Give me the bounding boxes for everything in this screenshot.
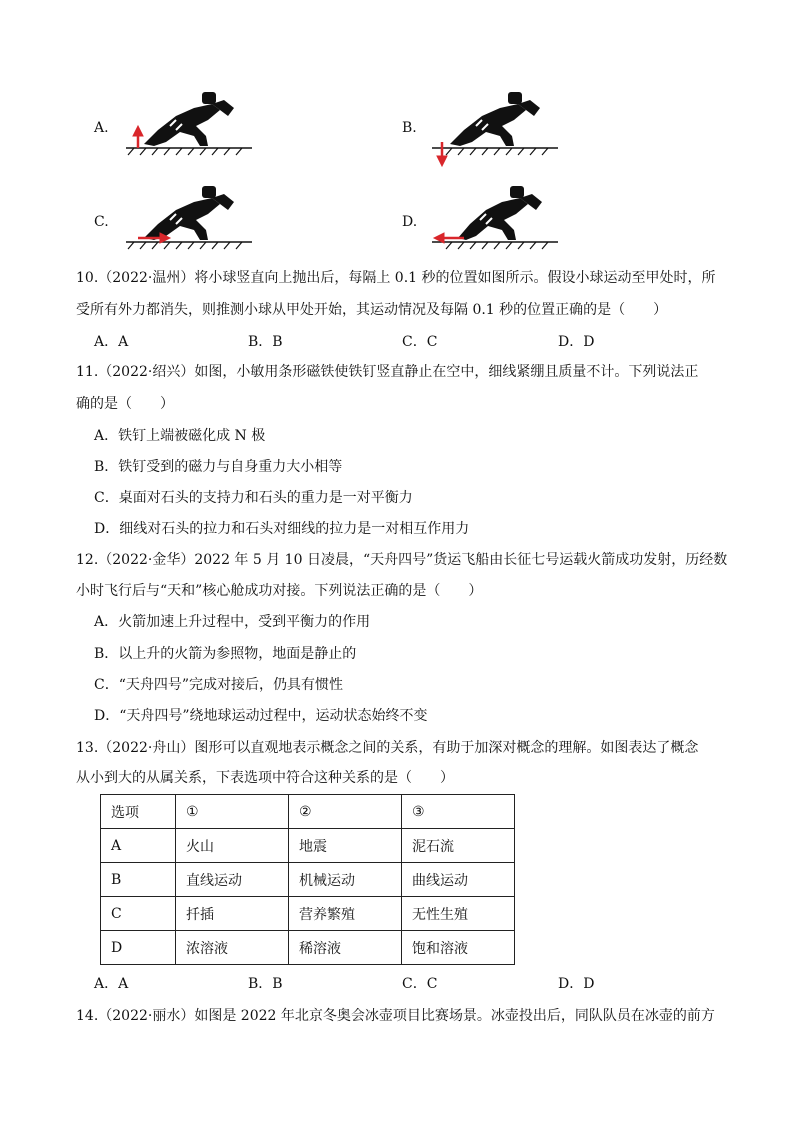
- sprinter-start-icon: [432, 186, 558, 249]
- q12-stem-line2: 小时飞行后与“天和”核心舱成功对接。下列说法正确的是（ ）: [76, 583, 483, 599]
- table-cell: 饱和溶液: [402, 931, 515, 965]
- sprinter-figure-d: [430, 180, 560, 250]
- table-cell: 稀溶液: [289, 931, 402, 965]
- table-cell: 浓溶液: [176, 931, 289, 965]
- sprinter-figure-c: [124, 180, 254, 250]
- table-cell: 地震: [289, 829, 402, 863]
- table-row: [101, 931, 515, 965]
- q12-option-b[interactable]: B．以上升的火箭为参照物，地面是静止的: [94, 646, 357, 662]
- q11-stem-line1: 11.（2022·绍兴）如图，小敏用条形磁铁使铁钉竖直静止在空中，细线紧绷且质量不计。下列说法正: [76, 364, 699, 380]
- table-row: [101, 829, 515, 863]
- q13-options-table: [100, 794, 515, 965]
- q12-stem-line1: 12.（2022·金华）2022 年 5 月 10 日凌晨，“天舟四号”货运飞船由长征七号运载火箭成功发射，历经数: [76, 552, 728, 568]
- force-arrow-down: [437, 142, 447, 166]
- q14-stem-line1: 14.（2022·丽水）如图是 2022 年北京冬奥会冰壶项目比赛场景。冰壶投出后，同队队员在冰壶的前方: [76, 1008, 715, 1024]
- q11-option-b[interactable]: B．铁钉受到的磁力与自身重力大小相等: [94, 459, 343, 475]
- q11-stem-line2: 确的是（ ）: [76, 396, 174, 412]
- sprinter-start-icon: [432, 92, 558, 155]
- q13-choice-a[interactable]: A．A: [94, 976, 129, 992]
- table-header-cell: ①: [176, 795, 289, 829]
- q13-stem-line1: 13.（2022·舟山）图形可以直观地表示概念之间的关系，有助于加深对概念的理解。如图表达了概念: [76, 740, 699, 756]
- table-cell: 火山: [176, 829, 289, 863]
- table-cell: A: [101, 829, 176, 863]
- q10-choice-d[interactable]: D．D: [558, 334, 595, 350]
- q12-option-c[interactable]: C．“天舟四号”完成对接后，仍具有惯性: [94, 677, 344, 693]
- table-header-row: [101, 795, 515, 829]
- table-cell: D: [101, 931, 176, 965]
- sprinter-start-icon: [126, 186, 252, 249]
- q11-option-c[interactable]: C．桌面对石头的支持力和石头的重力是一对平衡力: [94, 490, 413, 506]
- table-header-cell: ③: [402, 795, 515, 829]
- table-cell: 扦插: [176, 897, 289, 931]
- q10-choice-c[interactable]: C．C: [402, 334, 438, 350]
- table-cell: 无性生殖: [402, 897, 515, 931]
- q11-option-a[interactable]: A．铁钉上端被磁化成 N 极: [94, 428, 266, 444]
- table-cell: 直线运动: [176, 863, 289, 897]
- sprinter-figure-b: [430, 86, 560, 170]
- option-d-label: D.: [402, 214, 418, 230]
- q13-choice-d[interactable]: D．D: [558, 976, 595, 992]
- table-cell: 营养繁殖: [289, 897, 402, 931]
- table-cell: B: [101, 863, 176, 897]
- table-cell: 泥石流: [402, 829, 515, 863]
- q13-choice-b[interactable]: B．B: [248, 976, 283, 992]
- q13-choice-c[interactable]: C．C: [402, 976, 438, 992]
- table-cell: 机械运动: [289, 863, 402, 897]
- q10-stem-line1: 10.（2022·温州）将小球竖直向上抛出后，每隔上 0.1 秒的位置如图所示。假设小球运动至甲处时，所: [76, 270, 716, 286]
- table-row: [101, 897, 515, 931]
- q11-option-d[interactable]: D．细线对石头的拉力和石头对细线的拉力是一对相互作用力: [94, 521, 470, 537]
- table-header-cell: ②: [289, 795, 402, 829]
- option-a-label: A.: [94, 120, 109, 136]
- q10-choice-b[interactable]: B．B: [248, 334, 283, 350]
- table-cell: 曲线运动: [402, 863, 515, 897]
- table-cell: C: [101, 897, 176, 931]
- option-b-label: B.: [402, 120, 417, 136]
- table-row: [101, 863, 515, 897]
- q12-option-d[interactable]: D．“天舟四号”绕地球运动过程中，运动状态始终不变: [94, 708, 428, 724]
- sprinter-start-icon: [126, 92, 252, 155]
- q12-option-a[interactable]: A．火箭加速上升过程中，受到平衡力的作用: [94, 614, 371, 630]
- q10-stem-line2: 受所有外力都消失，则推测小球从甲处开始，其运动情况及每隔 0.1 秒的位置正确的是（ ）: [76, 302, 668, 318]
- table-header-cell: 选项: [101, 795, 176, 829]
- q13-stem-line2: 从小到大的从属关系，下表选项中符合这种关系的是（ ）: [76, 770, 454, 786]
- q10-choice-a[interactable]: A．A: [94, 334, 129, 350]
- sprinter-figure-a: [124, 86, 254, 156]
- option-c-label: C.: [94, 214, 109, 230]
- force-arrow-up: [133, 126, 143, 148]
